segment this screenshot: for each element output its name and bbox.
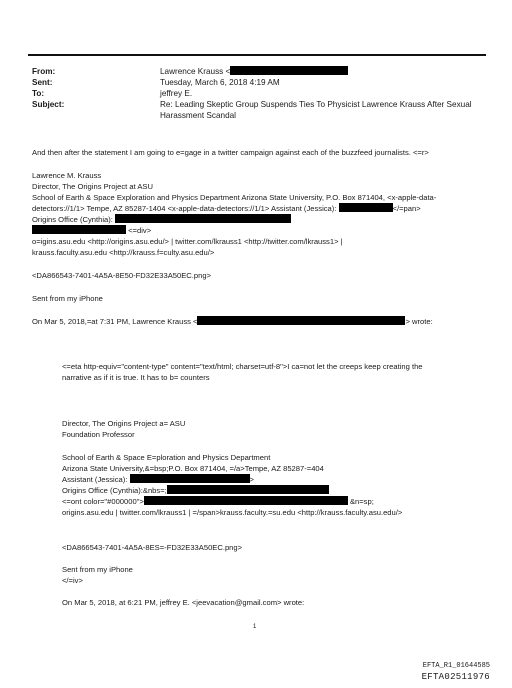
redaction-box xyxy=(130,474,250,483)
quote-title: Director, The Origins Project a= ASU xyxy=(62,419,186,428)
body-line-1: And then after the statement I am going to e=gage in a twitter campaign against each of the buzzfeed journalists. <=r> xyxy=(32,148,429,157)
redaction-box xyxy=(197,316,405,325)
quote-line-1: <=eta http-equiv="content-type" content="text/html; charset=utf-8">I ca=not let the creeps keep creating the xyxy=(62,362,423,371)
redaction-box xyxy=(144,496,348,505)
quote-font-text: <=ont color="#000000"> xyxy=(62,497,144,506)
wrote-line-1 xyxy=(32,316,433,327)
signature-address-2 xyxy=(32,203,421,214)
signature-address-2-text: detectors://1/1> Tempe, AZ 85287-1404 <x-apple-data-detectors://1/1> Assistant (Jessica): xyxy=(32,204,337,213)
signature-links-2: krauss.faculty.asu.edu <http://krauss.f=culty.asu.edu/> xyxy=(32,248,215,257)
bates-number-1: EFTA_R1_01644585 xyxy=(422,662,490,670)
wrote-line-1-end: > wrote: xyxy=(405,317,433,326)
quote-office-text: Origins Office (Cynthia):&nbs=; xyxy=(62,486,167,495)
header-rule xyxy=(28,54,486,56)
to-label: To: xyxy=(32,89,45,98)
from-label: From: xyxy=(32,67,56,76)
quote-assistant xyxy=(62,474,254,485)
sent-from-iphone-2: Sent from my iPhone xyxy=(62,565,133,574)
image-attachment-1: <DA866543-7401-4A5A-8E50-FD32E33A50EC.png> xyxy=(32,271,211,280)
sent-from-iphone-1: Sent from my iPhone xyxy=(32,294,103,303)
signature-office xyxy=(32,214,291,225)
sent-label: Sent: xyxy=(32,78,53,87)
redaction-box xyxy=(230,66,348,75)
signature-office-text: Origins Office (Cynthia): xyxy=(32,215,113,224)
quote-assistant-text: Assistant (Jessica): xyxy=(62,475,128,484)
page-number: 1 xyxy=(253,624,257,630)
image-attachment-2: <DA866543-7401-4A5A-8ES=-FD32E33A50EC.png> xyxy=(62,543,243,552)
subject-label: Subject: xyxy=(32,100,65,109)
redaction-box xyxy=(167,485,329,494)
signature-name: Lawrence M. Krauss xyxy=(32,171,102,180)
wrote-line-2: On Mar 5, 2018, at 6:21 PM, jeffrey E. <jeevacation@gmail.com> wrote: xyxy=(62,598,305,607)
quote-professor: Foundation Professor xyxy=(62,430,135,439)
signature-div-text: <=div> xyxy=(128,226,152,235)
wrote-line-1-text: On Mar 5, 2018,=at 7:31 PM, Lawrence Krauss < xyxy=(32,317,198,326)
to-value: jeffrey E. xyxy=(160,89,193,98)
quote-font xyxy=(62,496,374,507)
subject-line-1: Re: Leading Skeptic Group Suspends Ties To Physicist Lawrence Krauss After Sexual xyxy=(160,100,472,109)
signature-title: Director, The Origins Project at ASU xyxy=(32,182,153,191)
sent-value: Tuesday, March 6, 2018 4:19 AM xyxy=(160,78,280,87)
redaction-box xyxy=(339,203,393,212)
redaction-box xyxy=(32,225,126,234)
quote-font-end: &n=sp; xyxy=(349,497,374,506)
redaction-box xyxy=(115,214,291,223)
from-value xyxy=(160,66,348,77)
subject-line-2: Harassment Scandal xyxy=(160,111,236,120)
bates-number-2: EFTA02511976 xyxy=(421,672,490,682)
signature-address-2-end: </=pan> xyxy=(392,204,421,213)
div-close: </=iv> xyxy=(62,576,83,585)
signature-div-line xyxy=(32,225,151,236)
signature-address-1: School of Earth & Space Exploration and Physics Department Arizona State University, P.O. Box 871404, <x-apple-data- xyxy=(32,193,437,202)
quote-address-2: Arizona State University,&=bsp;P.O. Box 871404, =/a>Tempe, AZ 85287-=404 xyxy=(62,464,324,473)
signature-links-1: o=igins.asu.edu <http://origins.asu.edu/> | twitter.com/lkrauss1 <http://twitter.com/lkrauss1> | xyxy=(32,237,343,246)
quote-office xyxy=(62,485,329,496)
from-text: Lawrence Krauss < xyxy=(160,67,231,76)
quote-assistant-end: > xyxy=(249,475,254,484)
quote-links: origins.asu.edu | twitter.com/lkrauss1 | =/span>krauss.faculty.=su.edu <http://krauss.faculty.asu.edu/> xyxy=(62,508,403,517)
quote-address-1: School of Earth & Space E=ploration and Physics Department xyxy=(62,453,271,462)
quote-line-2: narrative as if it is true. It has to b= counters xyxy=(62,373,210,382)
